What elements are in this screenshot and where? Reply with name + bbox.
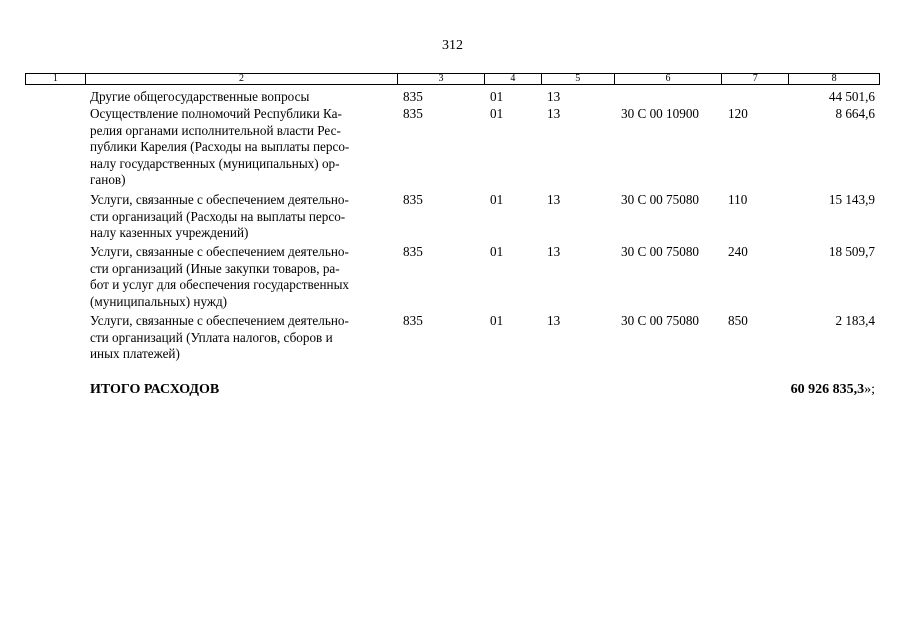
row-col-3: 835 [403,244,423,259]
total-amount: 60 926 835,3 [790,382,865,397]
row-name-line: ганов) [90,172,126,187]
row-col-8: 18 509,7 [828,244,875,259]
row-name-line: публики Карелия (Расходы на выплаты персо- [90,139,350,154]
row-col-6: 30 С 00 10900 [621,106,700,121]
row-col-4: 01 [490,192,504,207]
page-number: 312 [442,38,463,53]
header-col-7: 7 [722,74,789,84]
row-col-8: 44 501,6 [828,89,875,104]
total-suffix: »; [864,382,875,397]
row-name-line: сти организаций (Иные закупки товаров, ра- [90,260,340,276]
row-col-7: 120 [728,106,748,121]
row-col-4: 01 [490,89,504,104]
row-col-5: 13 [547,106,561,121]
row-col-8: 8 664,6 [835,106,875,121]
row-name [90,244,395,310]
row-col-4: 01 [490,106,504,121]
row-col-6: 30 С 00 75080 [621,313,700,328]
row-name-line: Другие общегосударственные вопросы [90,89,310,104]
header-col-3: 3 [398,74,485,84]
row-col-5: 13 [547,244,561,259]
header-col-4: 4 [485,74,542,84]
row-col-3: 835 [403,313,423,328]
row-name-line: релия органами исполнительной власти Рес- [90,122,341,138]
row-col-6: 30 С 00 75080 [621,244,700,259]
row-name [90,89,395,106]
row-name-line: сти организаций (Расходы на выплаты персо- [90,208,346,224]
row-col-4: 01 [490,244,504,259]
row-name-line: сти организаций (Уплата налогов, сборов и [90,329,333,345]
row-col-5: 13 [547,192,561,207]
row-col-5: 13 [547,89,561,104]
row-name-line: налу казенных учреждений) [90,225,249,240]
row-col-3: 835 [403,89,423,104]
header-col-1: 1 [26,74,86,84]
row-name-line: (муниципальных) нужд) [90,293,228,309]
row-col-7: 110 [728,192,748,207]
header-col-5: 5 [542,74,615,84]
row-name [90,192,395,242]
row-name-line: Услуги, связанные с обеспечением деятельно- [90,192,349,207]
total-value [791,382,875,398]
row-name-line: налу государственных (муниципальных) ор- [90,155,340,171]
row-col-6: 30 С 00 75080 [621,192,700,207]
row-col-5: 13 [547,313,561,328]
row-name-line: Услуги, связанные с обеспечением деятельно- [90,313,349,328]
row-name-line: Услуги, связанные с обеспечением деятельно- [90,244,349,259]
row-name-line: Осуществление полномочий Республики Ка- [90,106,342,121]
row-col-7: 850 [728,313,748,328]
header-col-8: 8 [831,73,837,84]
row-name-line: бот и услуг для обеспечения государственных [90,277,350,292]
row-col-8: 15 143,9 [828,192,875,207]
row-col-4: 01 [490,313,504,328]
row-col-3: 835 [403,106,423,121]
row-name [90,106,395,189]
header-col-6: 6 [615,74,723,84]
total-label: ИТОГО РАСХОДОВ [90,382,220,397]
table-header [25,73,880,85]
row-col-3: 835 [403,192,423,207]
row-name-line: иных платежей) [90,346,180,361]
header-col-2: 2 [86,74,398,84]
row-col-8: 2 183,4 [835,313,875,328]
row-name [90,313,395,363]
row-col-7: 240 [728,244,748,259]
